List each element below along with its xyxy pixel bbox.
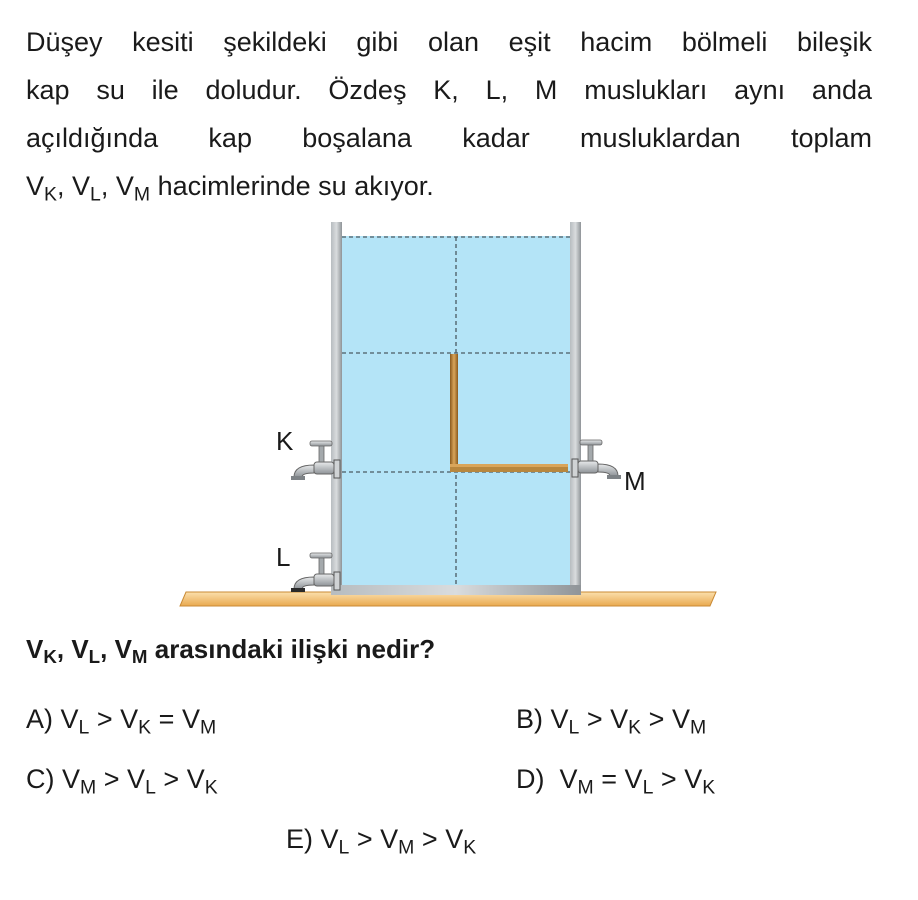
label-k: K [276,426,294,456]
label-l: L [276,542,291,572]
option-e[interactable]: E) $V_L > V_M > V_K$ [286,824,477,859]
option-c[interactable]: C) $V_M > V_L > V_K$ [26,764,218,799]
question-prompt: $V_K$, $V_L$, $V_M$ arasındaki ilişki nedir? [26,634,436,668]
option-a[interactable]: A) $V_L > V_K = V_M$ [26,704,217,739]
label-m: M [624,466,646,496]
question-line-2: kap su ile doludur. Özdeş K, L, M muslukları aynı anda [26,75,872,105]
question-line-3: açıldığında kap boşalana kadar musluklardan toplam [26,123,872,153]
question-line-1: Düşey kesiti şekildeki gibi olan eşit hacim bölmeli bileşik [26,27,872,57]
option-b[interactable]: B) $V_L > V_K > V_M$ [516,704,707,739]
option-d[interactable]: D) $V_M = V_L > V_K$ [516,764,716,799]
question-line-4: $V_K$, $V_L$, $V_M$ hacimlerinde su akıyor. [26,171,434,206]
